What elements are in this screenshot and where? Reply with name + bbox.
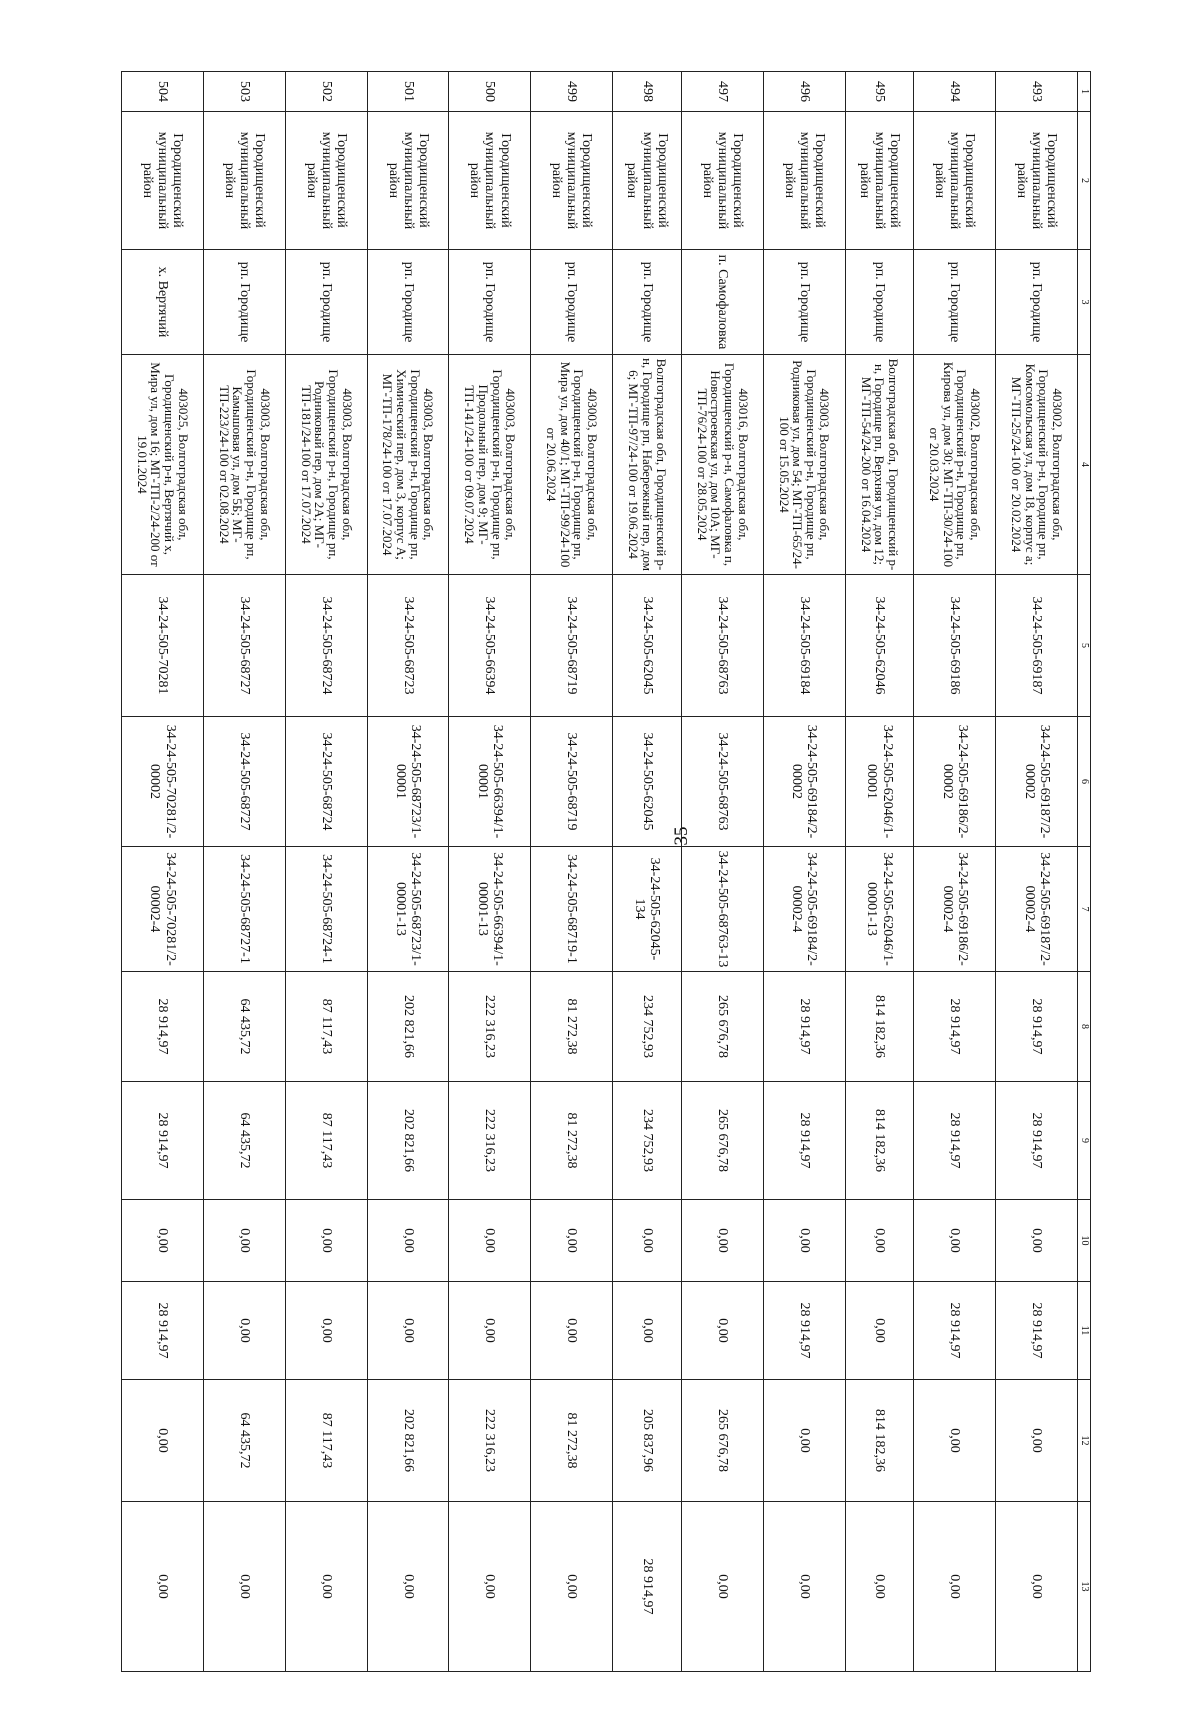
amount-col10: 0,00 — [367, 1200, 449, 1282]
object-code: 34-24-505-69184 — [763, 575, 845, 717]
amount-col11: 0,00 — [449, 1282, 531, 1380]
amount-col13: 0,00 — [122, 1502, 204, 1672]
table-row — [613, 72, 682, 1672]
amount-total: 202 821,66 — [367, 972, 449, 1082]
amount-col10: 0,00 — [914, 1200, 996, 1282]
district-name: Городищенский муниципальный район — [613, 112, 682, 250]
district-name: Городищенский муниципальный район — [681, 112, 763, 250]
column-number: 4 — [1078, 355, 1091, 575]
district-name: Городищенский муниципальный район — [122, 112, 204, 250]
object-full-code: 34-24-505-68763-13 — [681, 847, 763, 972]
amount-total: 28 914,97 — [763, 972, 845, 1082]
amount-col13: 0,00 — [203, 1502, 285, 1672]
column-number: 5 — [1078, 575, 1091, 717]
amount-col13: 0,00 — [367, 1502, 449, 1672]
object-full-code: 34-24-505-69184/2-00002-4 — [763, 847, 845, 972]
address-and-contract: 403016, Волгоградская обл, Городищенский р-н, Самофаловка п, Новостроевская ул, дом 10А; МГ-ТП-76/24-100 от 28.05.2024 — [681, 355, 763, 575]
object-code: 34-24-505-62046 — [845, 575, 914, 717]
object-full-code: 34-24-505-68724-1 — [285, 847, 367, 972]
amount-col13: 0,00 — [763, 1502, 845, 1672]
object-subcode: 34-24-505-68724 — [285, 717, 367, 847]
address-and-contract: 403003, Волгоградская обл, Городищенский р-н, Городище рп, Мира ул, дом 40/1; МГ-ТП-99/24-100 от 20.06.2024 — [531, 355, 613, 575]
object-subcode: 34-24-505-69184/2-00002 — [763, 717, 845, 847]
rotated-table-container — [121, 71, 1091, 1671]
address-and-contract: 403002, Волгоградская обл, Городищенский р-н, Городище рп, Комсомольская ул, дом 18, корпус а; МГ-ТП-25/24-100 от 20.02.2024 — [996, 355, 1078, 575]
amount-col11: 28 914,97 — [996, 1282, 1078, 1380]
row-number: 494 — [914, 72, 996, 112]
settlement-name: рп. Городище — [613, 250, 682, 355]
object-code: 34-24-505-69187 — [996, 575, 1078, 717]
amount-col11: 28 914,97 — [122, 1282, 204, 1380]
column-number: 12 — [1078, 1380, 1091, 1502]
column-number: 3 — [1078, 250, 1091, 355]
column-number: 8 — [1078, 972, 1091, 1082]
address-and-contract: 403003, Волгоградская обл, Городищенский р-н, Городище рп, Родниковый пер, дом 2А; МГ-ТП-181/24-100 от 17.07.2024 — [285, 355, 367, 575]
row-number: 501 — [367, 72, 449, 112]
amount-total: 81 272,38 — [531, 972, 613, 1082]
amount-col11: 0,00 — [845, 1282, 914, 1380]
table-row — [449, 72, 531, 1672]
amount-total: 265 676,78 — [681, 972, 763, 1082]
amount-col13: 0,00 — [996, 1502, 1078, 1672]
amount-col13: 0,00 — [681, 1502, 763, 1672]
object-subcode: 34-24-505-62046/1-00001 — [845, 717, 914, 847]
amount-col12: 265 676,78 — [681, 1380, 763, 1502]
registry-table — [121, 71, 1091, 1672]
row-number: 502 — [285, 72, 367, 112]
amount-col12: 87 117,43 — [285, 1380, 367, 1502]
row-number: 493 — [996, 72, 1078, 112]
amount-col10: 0,00 — [531, 1200, 613, 1282]
row-number: 500 — [449, 72, 531, 112]
settlement-name: рп. Городище — [449, 250, 531, 355]
district-name: Городищенский муниципальный район — [449, 112, 531, 250]
object-full-code: 34-24-505-69187/2-00002-4 — [996, 847, 1078, 972]
address-and-contract: 403025, Волгоградская обл, Городищенский р-н, Вертячий х, Мира ул, дом 16; МГ-ТП-2/24-200 от 19.01.2024 — [122, 355, 204, 575]
amount-col10: 0,00 — [845, 1200, 914, 1282]
row-number: 503 — [203, 72, 285, 112]
amount-plan: 202 821,66 — [367, 1082, 449, 1200]
amount-plan: 222 316,23 — [449, 1082, 531, 1200]
amount-col11: 0,00 — [531, 1282, 613, 1380]
object-code: 34-24-505-66394 — [449, 575, 531, 717]
object-code: 34-24-505-68724 — [285, 575, 367, 717]
amount-col13: 28 914,97 — [613, 1502, 682, 1672]
district-name: Городищенский муниципальный район — [845, 112, 914, 250]
settlement-name: х. Вертячий — [122, 250, 204, 355]
table-row — [845, 72, 914, 1672]
amount-col13: 0,00 — [531, 1502, 613, 1672]
amount-col13: 0,00 — [845, 1502, 914, 1672]
amount-col12: 0,00 — [763, 1380, 845, 1502]
object-subcode: 34-24-505-69186/2-00002 — [914, 717, 996, 847]
amount-col11: 28 914,97 — [763, 1282, 845, 1380]
row-number: 499 — [531, 72, 613, 112]
table-row — [763, 72, 845, 1672]
object-full-code: 34-24-505-68719-1 — [531, 847, 613, 972]
column-number: 10 — [1078, 1200, 1091, 1282]
amount-col13: 0,00 — [914, 1502, 996, 1672]
amount-col10: 0,00 — [122, 1200, 204, 1282]
table-body — [122, 72, 1091, 1672]
amount-total: 28 914,97 — [914, 972, 996, 1082]
object-code: 34-24-505-68763 — [681, 575, 763, 717]
district-name: Городищенский муниципальный район — [531, 112, 613, 250]
amount-total: 28 914,97 — [122, 972, 204, 1082]
table-row — [996, 72, 1078, 1672]
object-subcode: 34-24-505-69187/2-00002 — [996, 717, 1078, 847]
table-row — [531, 72, 613, 1672]
amount-col11: 0,00 — [613, 1282, 682, 1380]
object-full-code: 34-24-505-70281/2-00002-4 — [122, 847, 204, 972]
row-number: 495 — [845, 72, 914, 112]
address-and-contract: 403002, Волгоградская обл, Городищенский р-н, Городище рп, Кирова ул, дом 30; МГ-ТП-30/24-100 от 20.03.2024 — [914, 355, 996, 575]
object-code: 34-24-505-70281 — [122, 575, 204, 717]
address-and-contract: 403003, Волгоградская обл, Городищенский р-н, Городище рп, Родниковая ул, дом 54; МГ-ТП-65/24-100 от 15.05.2024 — [763, 355, 845, 575]
column-number: 7 — [1078, 847, 1091, 972]
settlement-name: рп. Городище — [914, 250, 996, 355]
district-name: Городищенский муниципальный район — [763, 112, 845, 250]
object-subcode: 34-24-505-62045 — [613, 717, 682, 847]
amount-col11: 0,00 — [367, 1282, 449, 1380]
amount-col10: 0,00 — [996, 1200, 1078, 1282]
amount-col11: 28 914,97 — [914, 1282, 996, 1380]
object-full-code: 34-24-505-66394/1-00001-13 — [449, 847, 531, 972]
column-number: 11 — [1078, 1282, 1091, 1380]
amount-col10: 0,00 — [613, 1200, 682, 1282]
row-number: 497 — [681, 72, 763, 112]
object-subcode: 34-24-505-68763 — [681, 717, 763, 847]
row-number: 504 — [122, 72, 204, 112]
district-name: Городищенский муниципальный район — [996, 112, 1078, 250]
amount-col12: 222 316,23 — [449, 1380, 531, 1502]
district-name: Городищенский муниципальный район — [203, 112, 285, 250]
amount-col12: 0,00 — [996, 1380, 1078, 1502]
address-and-contract: 403003, Волгоградская обл, Городищенский р-н, Городище рп, Продольный пер, дом 9; МГ-ТП-141/24-100 от 09.07.2024 — [449, 355, 531, 575]
settlement-name: рп. Городище — [203, 250, 285, 355]
object-full-code: 34-24-505-69186/2-00002-4 — [914, 847, 996, 972]
page-number: 35 — [671, 826, 692, 846]
amount-col12: 205 837,96 — [613, 1380, 682, 1502]
object-full-code: 34-24-505-62045-134 — [613, 847, 682, 972]
column-number: 9 — [1078, 1082, 1091, 1200]
amount-col10: 0,00 — [449, 1200, 531, 1282]
object-subcode: 34-24-505-68727 — [203, 717, 285, 847]
object-subcode: 34-24-505-68719 — [531, 717, 613, 847]
amount-total: 64 435,72 — [203, 972, 285, 1082]
amount-total: 87 117,43 — [285, 972, 367, 1082]
object-code: 34-24-505-68727 — [203, 575, 285, 717]
district-name: Городищенский муниципальный район — [367, 112, 449, 250]
object-subcode: 34-24-505-66394/1-00001 — [449, 717, 531, 847]
table-row — [122, 72, 204, 1672]
settlement-name: рп. Городище — [763, 250, 845, 355]
amount-total: 28 914,97 — [996, 972, 1078, 1082]
amount-col12: 81 272,38 — [531, 1380, 613, 1502]
address-and-contract: 403003, Волгоградская обл, Городищенский р-н, Городище рп, Химический пер, дом 3, корпус А; МГ-ТП-178/24-100 от 17.07.2024 — [367, 355, 449, 575]
amount-col12: 814 182,36 — [845, 1380, 914, 1502]
settlement-name: рп. Городище — [285, 250, 367, 355]
column-number: 1 — [1078, 72, 1091, 112]
amount-plan: 28 914,97 — [122, 1082, 204, 1200]
amount-total: 222 316,23 — [449, 972, 531, 1082]
address-and-contract: Волгоградская обл, Городищенский р-н, Городище рп, Набережный пер, дом 6; МГ-ТП-97/24-100 от 19.06.2024 — [613, 355, 682, 575]
amount-col10: 0,00 — [681, 1200, 763, 1282]
amount-col12: 202 821,66 — [367, 1380, 449, 1502]
amount-col10: 0,00 — [763, 1200, 845, 1282]
amount-col11: 0,00 — [285, 1282, 367, 1380]
table-row — [914, 72, 996, 1672]
table-row — [285, 72, 367, 1672]
amount-plan: 814 182,36 — [845, 1082, 914, 1200]
row-number: 496 — [763, 72, 845, 112]
column-number: 13 — [1078, 1502, 1091, 1672]
address-and-contract: 403003, Волгоградская обл, Городищенский р-н, Городище рп, Камышовая ул, дом 5Б; МГ-ТП-223/24-100 от 02.08.2024 — [203, 355, 285, 575]
amount-plan: 28 914,97 — [996, 1082, 1078, 1200]
amount-plan: 64 435,72 — [203, 1082, 285, 1200]
amount-plan: 81 272,38 — [531, 1082, 613, 1200]
table-row — [367, 72, 449, 1672]
table-row — [681, 72, 763, 1672]
table-row — [203, 72, 285, 1672]
amount-col12: 0,00 — [122, 1380, 204, 1502]
amount-plan: 87 117,43 — [285, 1082, 367, 1200]
amount-col12: 64 435,72 — [203, 1380, 285, 1502]
object-full-code: 34-24-505-62046/1-00001-13 — [845, 847, 914, 972]
amount-col10: 0,00 — [285, 1200, 367, 1282]
object-code: 34-24-505-62045 — [613, 575, 682, 717]
amount-col10: 0,00 — [203, 1200, 285, 1282]
amount-plan: 28 914,97 — [914, 1082, 996, 1200]
object-full-code: 34-24-505-68727-1 — [203, 847, 285, 972]
amount-total: 814 182,36 — [845, 972, 914, 1082]
object-subcode: 34-24-505-70281/2-00002 — [122, 717, 204, 847]
amount-total: 234 752,93 — [613, 972, 682, 1082]
amount-plan: 234 752,93 — [613, 1082, 682, 1200]
object-code: 34-24-505-68723 — [367, 575, 449, 717]
amount-plan: 28 914,97 — [763, 1082, 845, 1200]
column-number: 6 — [1078, 717, 1091, 847]
object-full-code: 34-24-505-68723/1-00001-13 — [367, 847, 449, 972]
settlement-name: рп. Городище — [531, 250, 613, 355]
settlement-name: рп. Городище — [845, 250, 914, 355]
object-subcode: 34-24-505-68723/1-00001 — [367, 717, 449, 847]
district-name: Городищенский муниципальный район — [285, 112, 367, 250]
amount-col12: 0,00 — [914, 1380, 996, 1502]
amount-col11: 0,00 — [681, 1282, 763, 1380]
column-number-header — [1078, 72, 1091, 1672]
object-code: 34-24-505-69186 — [914, 575, 996, 717]
column-number: 2 — [1078, 112, 1091, 250]
amount-plan: 265 676,78 — [681, 1082, 763, 1200]
amount-col13: 0,00 — [285, 1502, 367, 1672]
address-and-contract: Волгоградская обл, Городищенский р-н, Городище рп, Верхняя ул, дом 12; МГ-ТП-54/24-200 от 16.04.2024 — [845, 355, 914, 575]
object-code: 34-24-505-68719 — [531, 575, 613, 717]
row-number: 498 — [613, 72, 682, 112]
district-name: Городищенский муниципальный район — [914, 112, 996, 250]
amount-col11: 0,00 — [203, 1282, 285, 1380]
settlement-name: рп. Городище — [367, 250, 449, 355]
amount-col13: 0,00 — [449, 1502, 531, 1672]
settlement-name: рп. Городище — [996, 250, 1078, 355]
settlement-name: п. Самофаловка — [681, 250, 763, 355]
